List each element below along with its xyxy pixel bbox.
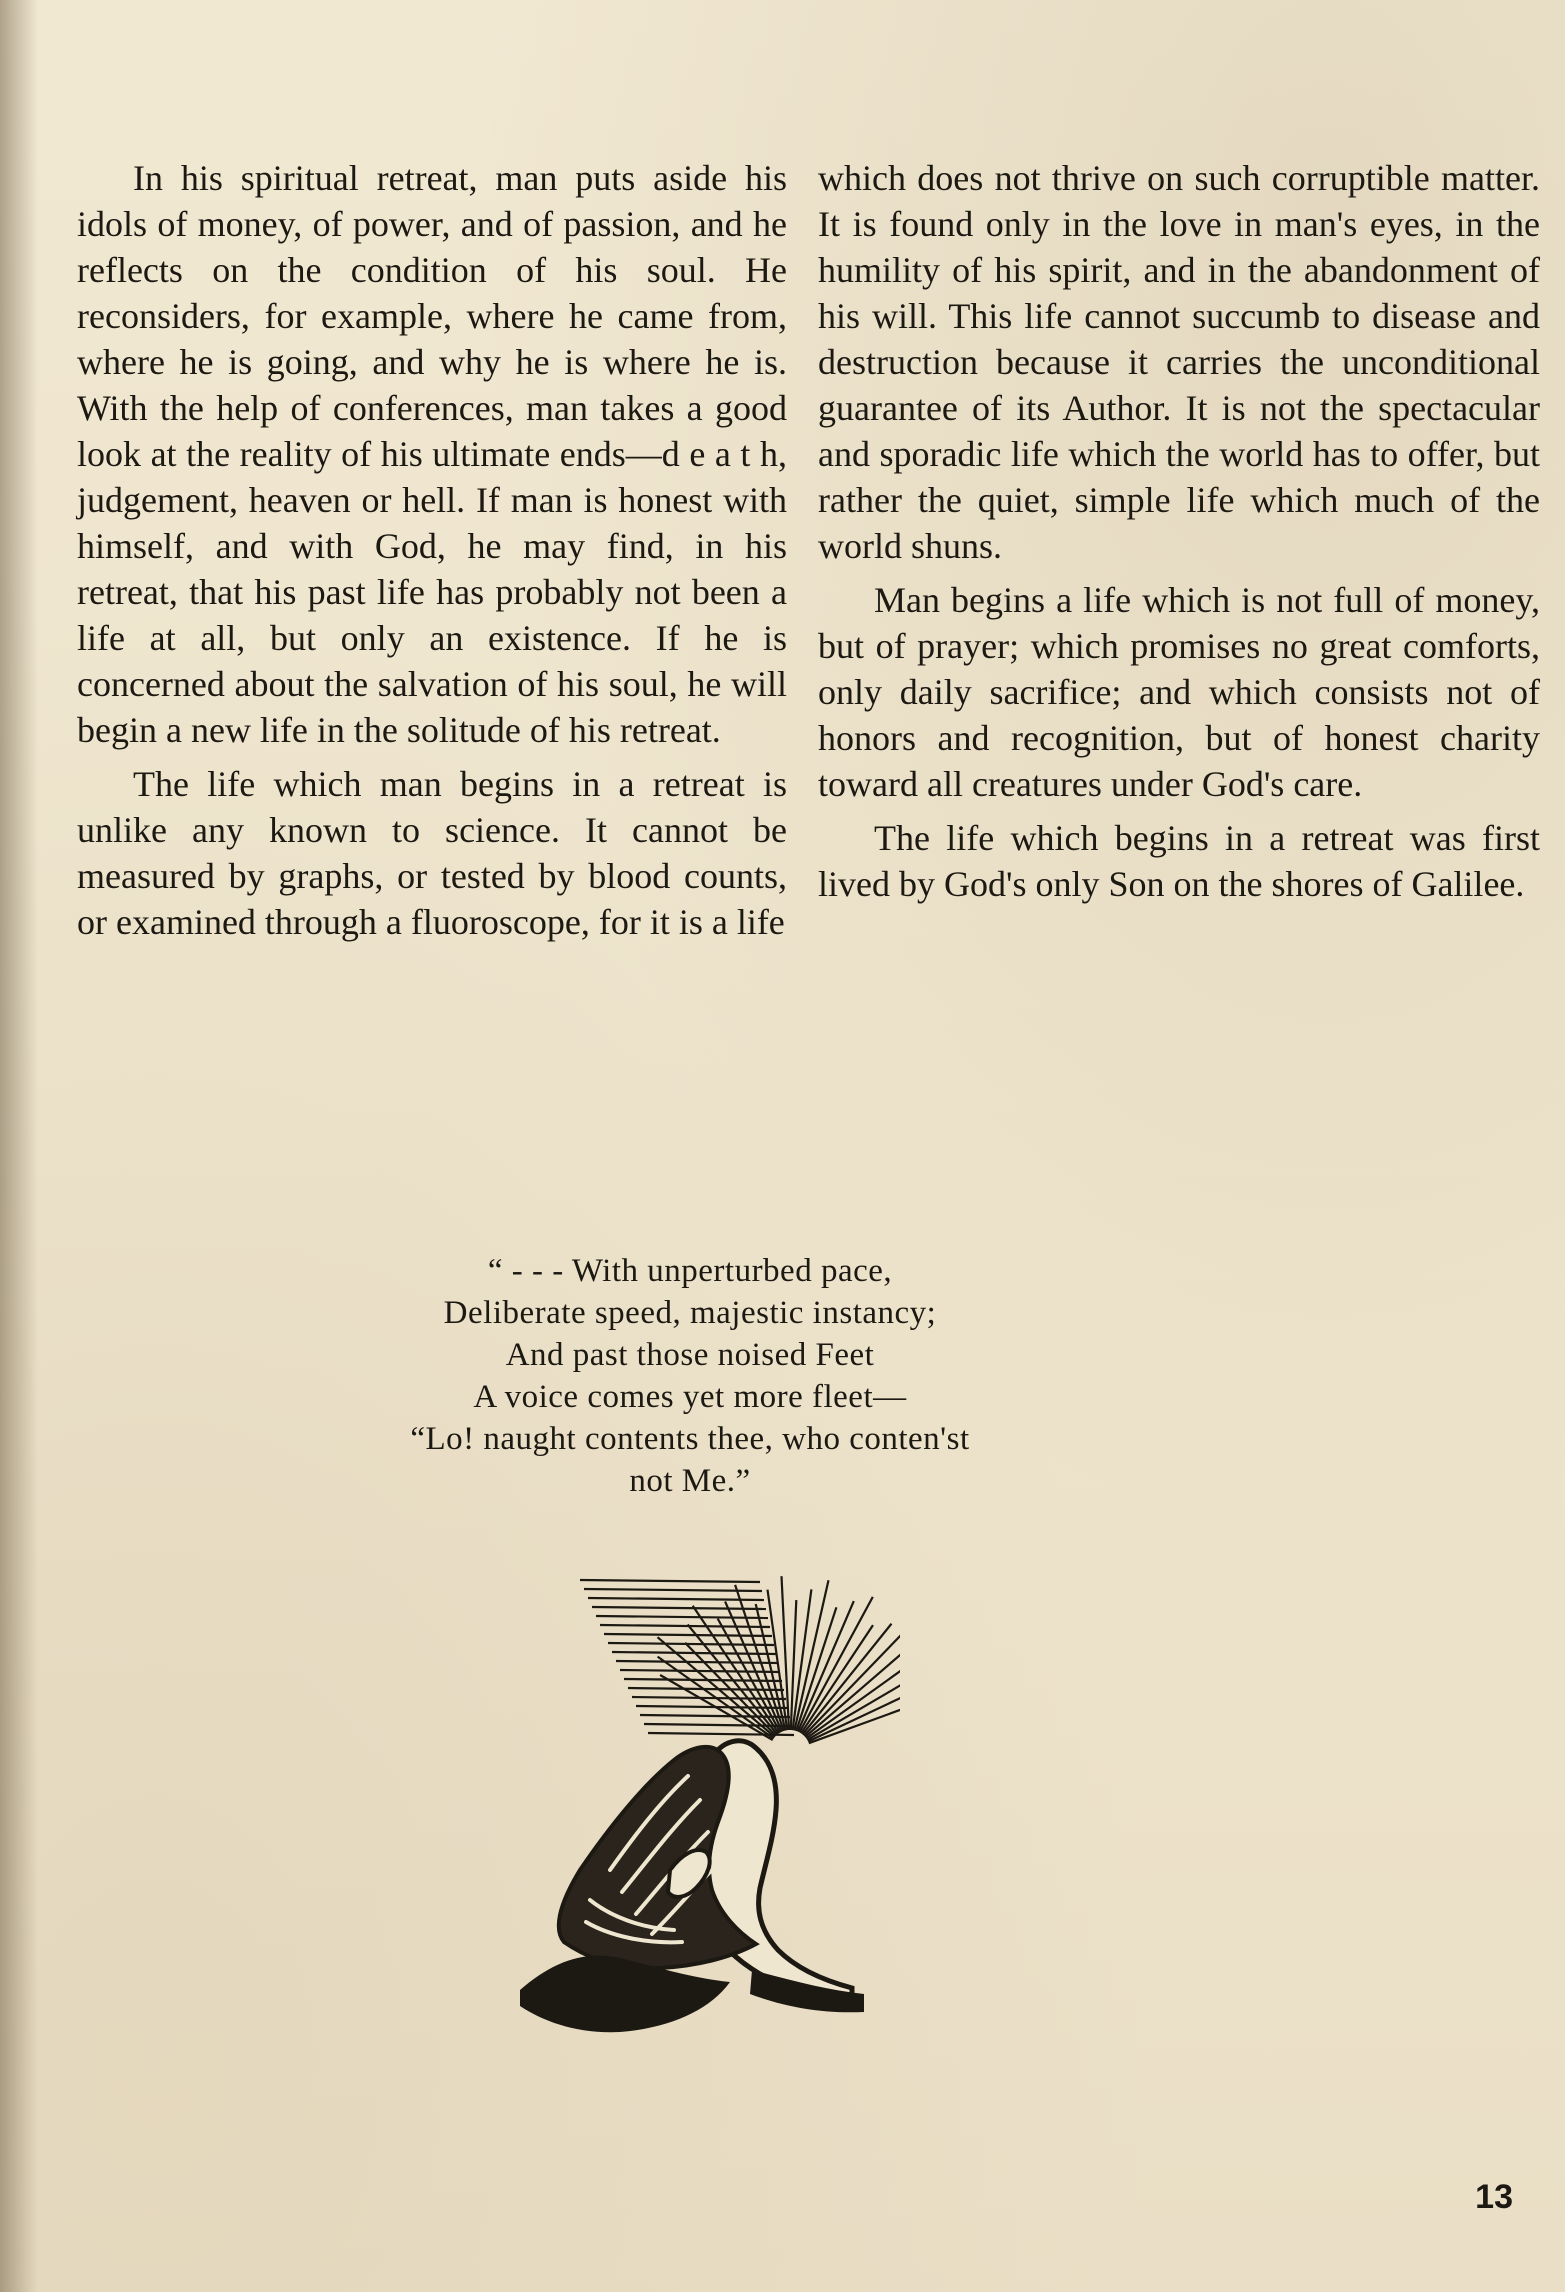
right-column — [818, 155, 1540, 915]
light-ray — [608, 1643, 774, 1645]
left-column — [77, 155, 787, 953]
light-ray — [796, 1607, 836, 1731]
left-paragraph-1: In his spiritual retreat, man puts aside his idols of money, of power, and of passion, and he reflects on the condition of his soul. He reconsiders, for example, where he came from, where he is going, and why he is where he is. With the help of conferences, man takes a good look at the reality of his ultimate ends—d e a t h, judgement, heaven or hell. If man is honest with himself, and with God, he may find, in his retreat, that his past life has probably not been a life at all, but only an existence. If he is concerned about the salvation of his soul, he will begin a new life in the solitude of his retreat. — [77, 158, 787, 750]
poem-line: “ - - - With unperturbed pace, — [487, 1253, 893, 1289]
light-ray — [632, 1697, 786, 1699]
light-ray — [580, 1580, 760, 1582]
right-paragraph-1: which does not thrive on such corruptible matter. It is found only in the love in man's eyes, in the humility of his spirit, and in the abandonment of his will. This life cannot succumb to disease and destruction because it carries the unconditional guarantee of its Author. It is not the spectacular and sporadic life which the world has to offer, but rather the quiet, simple life which much of the world shuns. — [818, 158, 1540, 566]
light-ray — [756, 1604, 786, 1731]
light-ray — [612, 1652, 776, 1654]
bleed-through-decoration — [560, 1170, 1307, 1217]
poem-line: not Me.” — [629, 1463, 751, 1499]
light-ray — [800, 1597, 873, 1733]
poem-line: A voice comes yet more fleet— — [473, 1379, 907, 1415]
poem-line: “Lo! naught contents thee, who conten'st — [410, 1421, 970, 1457]
left-paragraph-2: The life which man begins in a retreat is unlike any known to science. It cannot be measured by graphs, or tested by blood counts, or examined through a fluoroscope, for it is a life — [77, 764, 787, 942]
light-ray — [604, 1634, 772, 1636]
light-ray — [588, 1598, 764, 1600]
right-paragraph-3: The life which begins in a retreat was first lived by God's only Son on the shores of Galilee. — [818, 818, 1540, 904]
light-ray — [592, 1607, 766, 1609]
light-ray — [628, 1688, 784, 1690]
poem-line: And past those noised Feet — [505, 1337, 875, 1373]
page-number: 13 — [1475, 2178, 1513, 2216]
light-ray — [600, 1625, 770, 1627]
praying-hands-icon — [460, 1570, 900, 2050]
spine-shadow — [0, 0, 38, 2292]
poem-line: Deliberate speed, majestic instancy; — [443, 1295, 937, 1331]
right-paragraph-2: Man begins a life which is not full of money, but of prayer; which promises no great comforts, only daily sacrifice; and which consists not of honors and recognition, but of honest charity toward all creatures under God's care. — [818, 580, 1540, 804]
light-ray — [616, 1661, 778, 1663]
light-ray — [596, 1616, 768, 1618]
poem-quote — [330, 1250, 1050, 1502]
light-ray — [584, 1589, 762, 1591]
light-ray — [804, 1625, 900, 1736]
